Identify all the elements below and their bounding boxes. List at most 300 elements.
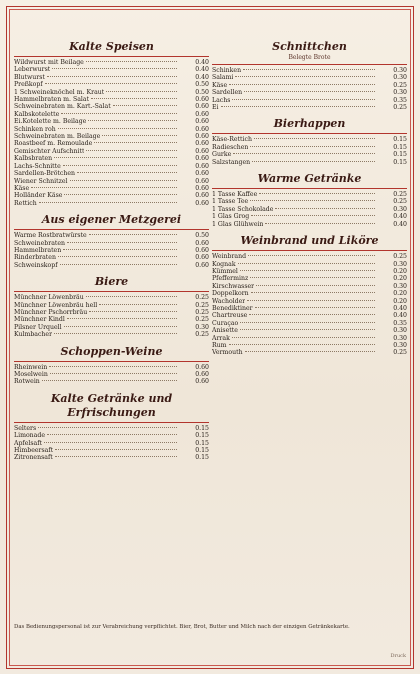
menu-item-name: Münchner Pschorrbräu: [14, 308, 88, 316]
divider: [212, 64, 407, 65]
menu-item: [212, 97, 407, 104]
menu-item-price: 0.25: [195, 331, 209, 339]
menu-item-price: 0.25: [195, 294, 209, 302]
menu-item-price: 0.60: [195, 118, 209, 126]
menu-item-price: 0.40: [393, 312, 407, 320]
dot-leader: [64, 326, 177, 327]
menu-item-name: Anisette: [212, 327, 238, 335]
dot-leader: [232, 337, 375, 338]
menu-item: [212, 213, 407, 220]
menu-item: [14, 309, 209, 316]
menu-item: [14, 232, 209, 239]
menu-item-name: Pilsner Urquell: [14, 323, 62, 331]
dot-leader: [229, 84, 375, 85]
divider: [14, 291, 209, 292]
dot-leader: [259, 193, 375, 194]
dot-leader: [265, 223, 375, 224]
dot-leader: [255, 307, 375, 308]
dot-leader: [54, 333, 177, 334]
menu-item-price: 0.15: [393, 143, 407, 151]
menu-item-price: 0.15: [393, 151, 407, 159]
menu-item: [14, 364, 209, 371]
menu-item: [14, 185, 209, 192]
menu-item: [212, 275, 407, 282]
menu-item-name: Käse: [14, 184, 30, 192]
menu-item: [14, 89, 209, 96]
menu-item-price: 0.60: [195, 261, 209, 269]
menu-item-price: 0.60: [195, 184, 209, 192]
list-kalte-speisen: [14, 59, 209, 207]
menu-item-name: Doppelkorn: [212, 290, 249, 298]
menu-item-price: 0.25: [393, 349, 407, 357]
dot-leader: [88, 120, 177, 121]
menu-item-price: 0.50: [195, 81, 209, 89]
menu-item-name: Selters: [14, 424, 37, 432]
menu-item-name: Münchner Löwenbräu: [14, 294, 84, 302]
dot-leader: [240, 270, 375, 271]
left-column: [14, 40, 209, 462]
dot-leader: [86, 296, 177, 297]
dot-leader: [251, 215, 375, 216]
divider: [14, 361, 209, 362]
dot-leader: [31, 187, 177, 188]
menu-item-name: Chartreuse: [212, 312, 248, 320]
menu-item-name: Weinbrand: [212, 253, 247, 261]
menu-item-name: Hammelbraten: [14, 246, 62, 254]
menu-item-name: Schinken: [212, 67, 242, 74]
menu-item-name: Rum: [212, 341, 227, 349]
menu-item-name: Arrak: [212, 334, 230, 342]
menu-item-name: 1 Glas Glühwein: [212, 220, 264, 228]
list-wein: [14, 364, 209, 386]
divider: [212, 188, 407, 189]
menu-item-name: Moselwein: [14, 371, 48, 378]
menu-item: [14, 200, 209, 207]
menu-item-price: 0.30: [393, 74, 407, 82]
menu-item-price: 0.40: [393, 304, 407, 312]
dot-leader: [50, 373, 177, 374]
dot-leader: [249, 314, 375, 315]
menu-item-name: Radieschen: [212, 143, 249, 151]
menu-item-name: Sardellen-Brötchen: [14, 170, 76, 178]
menu-item-price: 0.20: [393, 275, 407, 283]
menu-item-price: 0.40: [393, 213, 407, 221]
dot-leader: [275, 208, 375, 209]
menu-item-price: 0.60: [195, 103, 209, 111]
menu-item-price: 0.60: [195, 199, 209, 207]
menu-item-name: Wiener Schnitzel: [14, 177, 68, 185]
menu-item-price: 0.40: [393, 220, 407, 228]
menu-item-name: Pfefferminz: [212, 275, 249, 283]
menu-item: [212, 312, 407, 319]
dot-leader: [70, 180, 177, 181]
menu-item-price: 0.35: [393, 319, 407, 327]
menu-item-name: Schinken roh: [14, 125, 56, 133]
menu-item-price: 0.25: [195, 308, 209, 316]
menu-item-price: 0.30: [195, 323, 209, 331]
dot-leader: [63, 249, 177, 250]
dot-leader: [243, 69, 375, 70]
menu-item: [14, 294, 209, 301]
menu-item-price: 0.20: [393, 290, 407, 298]
heading-biere: Biere: [94, 275, 129, 289]
menu-item-name: 1 Tasse Schokolade: [212, 205, 274, 213]
list-metzgerei: [14, 232, 209, 269]
menu-item-name: Gemischter Aufschnitt: [14, 147, 85, 155]
menu-item-price: 0.25: [195, 316, 209, 324]
heading-kalte-speisen: Kalte Speisen: [69, 40, 154, 53]
dot-leader: [44, 442, 177, 443]
menu-item-name: Sardellen: [212, 89, 243, 97]
dot-leader: [240, 329, 375, 330]
divider: [212, 133, 407, 134]
menu-item-name: Preßkopf: [14, 81, 43, 89]
menu-item: [212, 198, 407, 205]
menu-item-price: 0.25: [393, 198, 407, 206]
menu-item: [212, 151, 407, 158]
menu-item-name: Rheinwein: [14, 363, 48, 371]
menu-item: [14, 66, 209, 73]
menu-item-name: Käse-Rettich: [212, 136, 252, 144]
menu-item: [14, 133, 209, 140]
right-column: [212, 40, 407, 357]
dot-leader: [60, 264, 177, 265]
menu-item-name: Rotwein: [14, 378, 40, 386]
dot-leader: [250, 200, 375, 201]
menu-item: [212, 67, 407, 74]
menu-item: [14, 111, 209, 118]
dot-leader: [67, 318, 177, 319]
menu-item: [14, 302, 209, 309]
menu-item-name: Kirschwasser: [212, 282, 255, 290]
menu-item-price: 0.60: [195, 192, 209, 200]
menu-item: [212, 349, 407, 356]
menu-item: [212, 82, 407, 89]
menu-item-name: 1 Tasse Kaffee: [212, 191, 258, 199]
menu-item: [14, 170, 209, 177]
menu-item-name: 1 Tasse Tee: [212, 198, 249, 206]
menu-item: [212, 253, 407, 260]
menu-item-price: 0.60: [195, 147, 209, 155]
menu-item-name: Warme Rostbratwürste: [14, 232, 87, 240]
dot-leader: [247, 300, 375, 301]
menu-item-name: Kalbsbraten: [14, 155, 53, 163]
dot-leader: [94, 142, 177, 143]
dot-leader: [64, 194, 177, 195]
menu-item: [14, 425, 209, 432]
menu-item-price: 0.30: [393, 334, 407, 342]
menu-item: [14, 126, 209, 133]
menu-item-price: 0.15: [393, 158, 407, 166]
menu-item-name: Benediktiner: [212, 304, 253, 312]
menu-item-price: 0.25: [393, 104, 407, 112]
dot-leader: [61, 113, 177, 114]
menu-item: [212, 290, 407, 297]
menu-item-price: 0.15: [195, 454, 209, 462]
dot-leader: [58, 256, 177, 257]
menu-item-price: 0.15: [195, 424, 209, 432]
menu-item-price: 0.60: [195, 378, 209, 386]
dot-leader: [52, 68, 177, 69]
menu-item-name: Münchner Löwenbräu hell: [14, 301, 98, 309]
menu-item-name: Vermouth: [212, 349, 243, 357]
dot-leader: [235, 76, 375, 77]
dot-leader: [89, 311, 177, 312]
menu-item-price: 0.25: [393, 253, 407, 261]
menu-item: [14, 140, 209, 147]
menu-item-price: 0.50: [195, 88, 209, 96]
menu-item: [14, 192, 209, 199]
dot-leader: [67, 242, 177, 243]
dot-leader: [99, 304, 177, 305]
menu-item: [212, 342, 407, 349]
menu-item-name: Curaçao: [212, 319, 239, 327]
dot-leader: [251, 292, 375, 293]
dot-leader: [47, 76, 177, 77]
menu-item-price: 0.60: [195, 96, 209, 104]
menu-item-name: Münchner Kindl: [14, 316, 65, 324]
dot-leader: [86, 61, 177, 62]
heading-wein: Schoppen-Weine: [60, 344, 163, 358]
menu-item: [212, 136, 407, 143]
menu-item: [212, 261, 407, 268]
menu-item-price: 0.25: [393, 191, 407, 199]
menu-item-name: Blutwurst: [14, 73, 45, 81]
menu-item-price: 0.25: [393, 81, 407, 89]
heading-bierhappen: Bierhappen: [273, 117, 346, 131]
menu-item: [212, 144, 407, 151]
menu-item: [14, 240, 209, 247]
menu-item-name: Leberwurst: [14, 66, 51, 74]
dot-leader: [233, 153, 375, 154]
menu-item: [14, 59, 209, 66]
menu-item-name: Roastbeef m. Remoulade: [14, 140, 93, 148]
menu-item: [212, 283, 407, 290]
list-schnittchen: [212, 67, 407, 111]
dot-leader: [240, 322, 375, 323]
dot-leader: [245, 351, 375, 352]
dot-leader: [77, 172, 177, 173]
menu-item: [14, 454, 209, 461]
dot-leader: [250, 277, 375, 278]
dot-leader: [244, 91, 375, 92]
footer-note: Das Bedienungspersonal ist zur Verabreichung verpflichtet. Bier, Brot, Butter und Milch nach der einzigen Getränkekarte.: [14, 624, 350, 630]
heading-weinbrand: Weinbrand und Liköre: [240, 234, 379, 248]
dot-leader: [250, 146, 375, 147]
menu-item-name: Wildwurst mit Beilage: [14, 59, 84, 66]
menu-item: [212, 191, 407, 198]
menu-item-price: 0.30: [393, 67, 407, 74]
menu-item-price: 0.60: [195, 110, 209, 118]
menu-item: [14, 81, 209, 88]
menu-item-name: Ei.Kotelette m. Beilage: [14, 118, 87, 126]
menu-item-price: 0.20: [393, 297, 407, 305]
menu-item: [14, 254, 209, 261]
menu-item-price: 0.60: [195, 125, 209, 133]
menu-item-name: Schweinskopf: [14, 261, 58, 269]
dot-leader: [238, 263, 375, 264]
menu-item: [14, 155, 209, 162]
menu-item-name: Hammelbraten m. Salat: [14, 96, 90, 104]
menu-item-name: Holländer Käse: [14, 192, 63, 200]
menu-item-name: Schweinebraten: [14, 239, 66, 247]
dot-leader: [252, 161, 375, 162]
list-weinbrand: [212, 253, 407, 357]
menu-item: [14, 148, 209, 155]
dot-leader: [39, 202, 177, 203]
dot-leader: [42, 380, 177, 381]
menu-item: [14, 163, 209, 170]
menu-item-name: Kognak: [212, 260, 236, 268]
menu-item-name: Rinderbraten: [14, 254, 56, 262]
subheading-schnittchen: Belegte Brote: [288, 54, 331, 61]
heading-metzgerei: Aus eigener Metzgerei: [41, 213, 182, 227]
menu-item-price: 0.30: [393, 89, 407, 97]
dot-leader: [55, 449, 177, 450]
menu-item: [212, 335, 407, 342]
dot-leader: [54, 157, 177, 158]
menu-item-price: 0.30: [393, 205, 407, 213]
menu-item: [14, 247, 209, 254]
menu-item-price: 0.60: [195, 170, 209, 178]
menu-item-price: 0.15: [195, 432, 209, 440]
list-warme-getraenke: [212, 191, 407, 228]
heading-kalte-getraenke: Kalte Getränke und Erfrischungen: [50, 391, 173, 419]
menu-item-name: Lachs-Schnitte: [14, 162, 61, 170]
menu-item-price: 0.60: [195, 363, 209, 371]
menu-item-name: Salzstangen: [212, 158, 251, 166]
menu-item: [212, 221, 407, 228]
menu-item-price: 0.40: [195, 66, 209, 74]
menu-item: [14, 96, 209, 103]
dot-leader: [232, 99, 375, 100]
menu-item-name: Kümmel: [212, 267, 238, 275]
menu-item-price: 0.60: [195, 177, 209, 185]
menu-item: [14, 118, 209, 125]
menu-item-price: 0.30: [393, 260, 407, 268]
menu-item-price: 0.25: [195, 301, 209, 309]
menu-item-price: 0.60: [195, 254, 209, 262]
printer-mark: Druck: [390, 653, 406, 659]
menu-item-price: 0.15: [393, 136, 407, 144]
dot-leader: [221, 106, 376, 107]
menu-item: [212, 298, 407, 305]
divider: [14, 229, 209, 230]
menu-item: [14, 74, 209, 81]
menu-item-name: Kulmbacher: [14, 331, 53, 339]
dot-leader: [91, 98, 177, 99]
menu-item-name: Zitronensaft: [14, 454, 53, 462]
menu-item-name: Limonade: [14, 432, 45, 440]
dot-leader: [113, 105, 177, 106]
menu-item: [212, 159, 407, 166]
list-biere: [14, 294, 209, 338]
menu-item-price: 0.60: [195, 155, 209, 163]
menu-item-price: 0.60: [195, 162, 209, 170]
menu-item-price: 0.60: [195, 371, 209, 378]
menu-item-price: 0.15: [195, 447, 209, 455]
menu-item-name: Apfelsaft: [14, 439, 43, 447]
dot-leader: [58, 128, 177, 129]
list-bierhappen: [212, 136, 407, 166]
menu-item-name: Himbeersaft: [14, 447, 54, 455]
menu-item-name: Lachs: [212, 96, 231, 104]
menu-item-price: 0.60: [195, 133, 209, 141]
dot-leader: [248, 255, 375, 256]
dot-leader: [102, 135, 177, 136]
menu-item: [14, 432, 209, 439]
menu-item-price: 0.15: [195, 439, 209, 447]
dot-leader: [256, 285, 375, 286]
menu-item-price: 0.30: [393, 341, 407, 349]
divider: [14, 422, 209, 423]
menu-item-price: 0.60: [195, 246, 209, 254]
menu-item: [14, 371, 209, 378]
menu-item: [14, 324, 209, 331]
dot-leader: [45, 83, 177, 84]
heading-schnittchen: Schnittchen: [272, 40, 347, 53]
menu-item: [14, 178, 209, 185]
divider: [212, 250, 407, 251]
list-kalte-getraenke: [14, 425, 209, 462]
menu-item: [212, 74, 407, 81]
menu-item: [212, 104, 407, 111]
menu-item: [14, 316, 209, 323]
menu-item-price: 0.40: [195, 73, 209, 81]
menu-item: [212, 206, 407, 213]
menu-item-name: Gurke: [212, 151, 232, 159]
menu-item-name: Wacholder: [212, 297, 246, 305]
menu-item-price: 0.60: [195, 140, 209, 148]
menu-item-name: Rettich: [14, 199, 37, 207]
dot-leader: [49, 366, 177, 367]
menu-item-name: Käse: [212, 81, 228, 89]
dot-leader: [89, 234, 177, 235]
menu-item: [212, 268, 407, 275]
menu-item: [14, 262, 209, 269]
menu-item-price: 0.50: [195, 232, 209, 240]
menu-item-price: 0.35: [393, 96, 407, 104]
menu-item: [14, 447, 209, 454]
dot-leader: [254, 138, 375, 139]
menu-item-name: Schweinebraten m. Kart.-Salat: [14, 103, 111, 111]
dot-leader: [229, 344, 375, 345]
dot-leader: [63, 165, 177, 166]
menu-item-name: 1 Schweineknöchel m. Kraut: [14, 88, 105, 96]
dot-leader: [106, 91, 177, 92]
menu-item: [212, 89, 407, 96]
menu-item-price: 0.30: [393, 327, 407, 335]
menu-item-name: Schweinebraten m. Beilage: [14, 133, 101, 141]
menu-item-name: 1 Glas Grog: [212, 213, 250, 221]
menu-item: [212, 320, 407, 327]
menu-item-price: 0.20: [393, 267, 407, 275]
dot-leader: [38, 427, 177, 428]
menu-item: [212, 305, 407, 312]
dot-leader: [55, 456, 177, 457]
menu-item-name: Kalbskotelette: [14, 110, 60, 118]
menu-item-name: Salami: [212, 74, 234, 82]
menu-item: [14, 378, 209, 385]
menu-item: [14, 331, 209, 338]
menu-item-price: 0.60: [195, 239, 209, 247]
menu-item-price: 0.40: [195, 59, 209, 66]
dot-leader: [86, 150, 177, 151]
divider: [14, 56, 209, 57]
menu-item-name: Ei: [212, 104, 219, 112]
menu-item-price: 0.30: [393, 282, 407, 290]
menu-item: [14, 440, 209, 447]
